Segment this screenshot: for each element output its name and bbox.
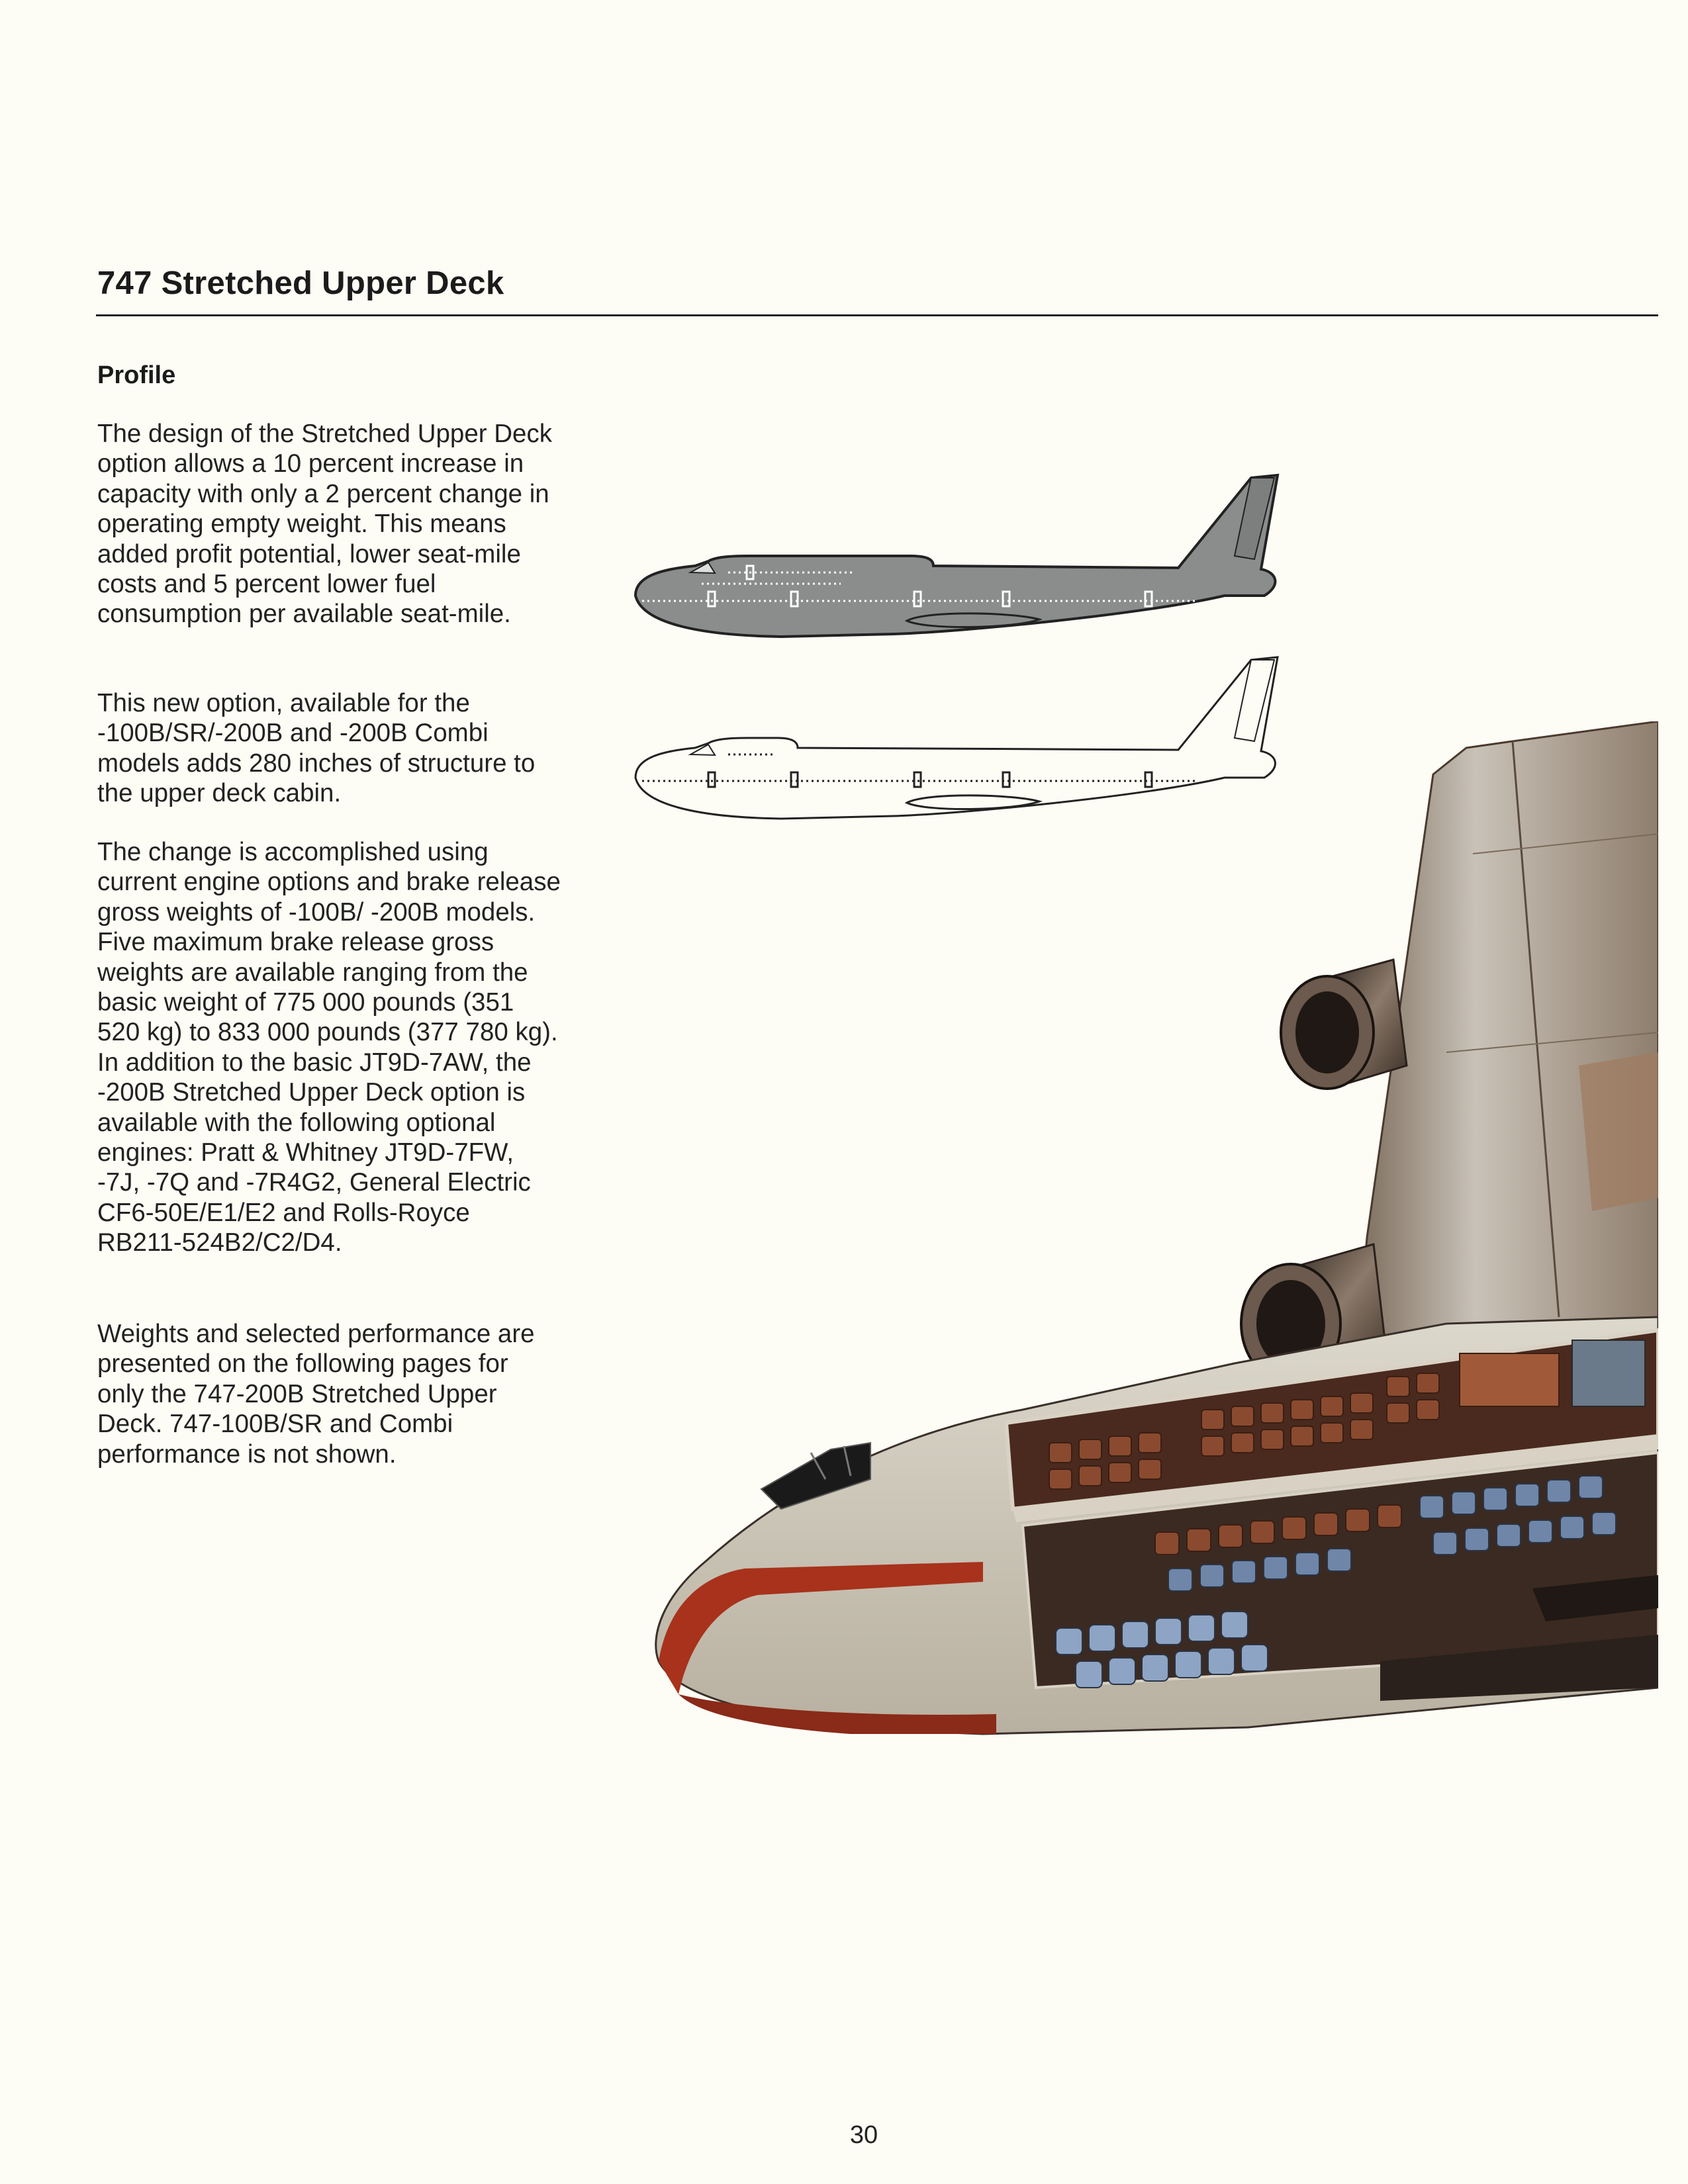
paragraph-engines: The change is accomplished using current engine options and brake release gross weights of -100B/ -200B models. Five maximum brake release gross weights are available ranging from the basic weight of 775 000 pounds (351 520 kg) to 833 000 pounds (377 780 kg). In addition to the basic JT9D-7AW, the -200B Stretched Upper Deck option is available with the following optional engines: Pratt & Whitney JT9D-7FW, -7J, -7Q and -7R4G2, General Electric CF6-50E/E1/E2 and Rolls-Royce RB211-524B2/C2/D4.: [97, 838, 561, 1257]
paragraph-design: The design of the Stretched Upper Deck option allows a 10 percent increase in capacity with only a 2 percent change in operating empty weight. This means added profit potential, lower seat-mile costs and 5 percent lower fuel consumption per available seat-mile.: [97, 420, 552, 629]
paragraph-option: This new option, available for the -100B/SR/-200B and -200B Combi models adds 280 inches of structure to the upper deck cabin.: [97, 689, 536, 808]
engine-outboard: [1281, 960, 1407, 1089]
section-heading: Profile: [97, 361, 176, 389]
cutaway-illustration: [652, 721, 1658, 1807]
title-rule: [96, 314, 1658, 316]
page-title: 747 Stretched Upper Deck: [97, 265, 504, 301]
page-number: 30: [849, 2121, 878, 2149]
stretched-profile-illustration: [616, 463, 1297, 649]
paragraph-performance: Weights and selected performance are presented on the following pages for only the 747-200B Stretched Upper Deck. 747-100B/SR and Combi performance is not shown.: [97, 1320, 535, 1469]
